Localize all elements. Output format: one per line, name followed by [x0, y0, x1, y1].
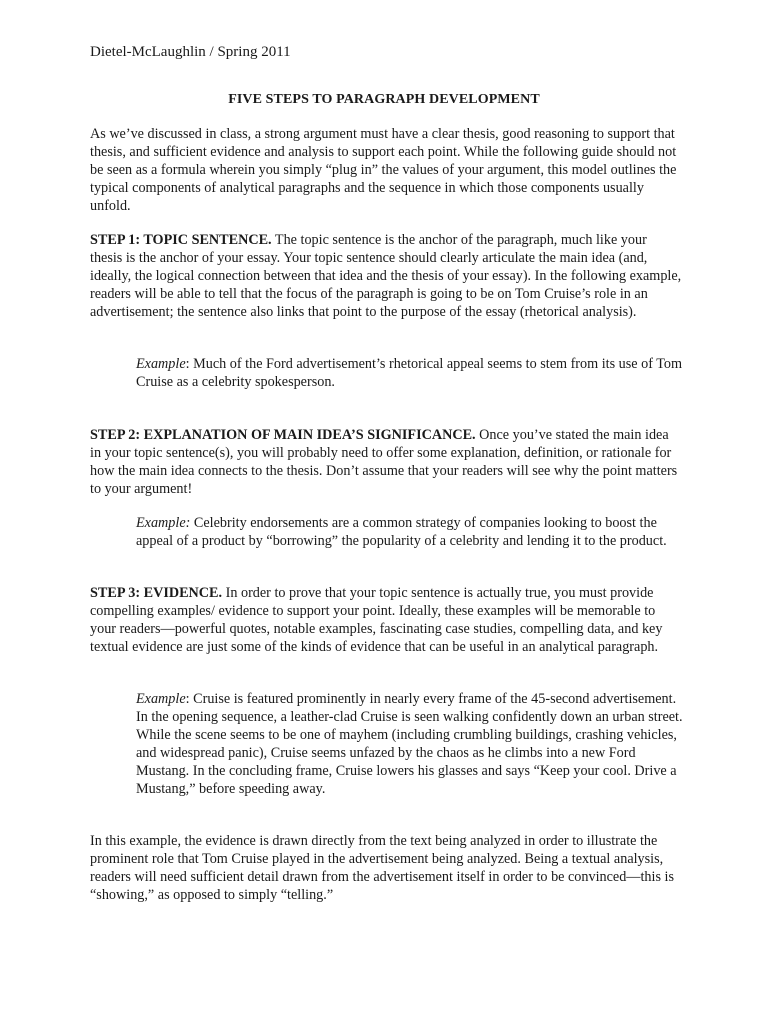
step-3-paragraph	[90, 585, 682, 657]
step-1-example-text: Much of the Ford advertisement’s rhetorical appeal seems to stem from its use of Tom Cruise as a celebrity spokesperson.	[136, 356, 683, 390]
step-2-example-label: Example:	[136, 515, 191, 531]
step-3-heading: STEP 3: EVIDENCE.	[90, 585, 223, 601]
step-1-body: The topic sentence is the anchor of the paragraph, much like your thesis is the anchor of your essay. Your topic sentence should clearly articulate the main idea (and, ideally, the logical connection between that idea and the thesis of your essay). In the following example, readers will be able to tell that the focus of the paragraph is going to be on Tom Cruise’s role in an advertisement; the sentence also links that point to the purpose of the essay (rhetorical analysis).	[90, 232, 682, 320]
step-2-paragraph	[90, 427, 682, 499]
step-1-example-sep: :	[185, 356, 190, 372]
step-1-paragraph	[90, 232, 682, 322]
step-3-example-sep: :	[185, 691, 190, 707]
step-3-example-label: Example	[136, 691, 186, 707]
closing-paragraph: In this example, the evidence is drawn directly from the text being analyzed in order to illustrate the prominent role that Tom Cruise played in the advertisement being analyzed. Being a textual analysis, readers will need sufficient detail drawn from the advertisement itself in order to be convinced—this is “showing,” as opposed to simply “telling.”	[90, 833, 675, 903]
document-title: FIVE STEPS TO PARAGRAPH DEVELOPMENT	[228, 92, 540, 107]
step-2-heading: STEP 2: EXPLANATION OF MAIN IDEA’S SIGNIFICANCE.	[90, 427, 476, 443]
course-header: Dietel-McLaughlin / Spring 2011	[90, 44, 291, 60]
step-3-body: In order to prove that your topic sentence is actually true, you must provide compelling examples/ evidence to support your point. Ideally, these examples will be memorable to your readers—powerful quotes, notable examples, fascinating case studies, compelling data, and key textual evidence are just some of the kinds of evidence that can be useful in an analytical paragraph.	[90, 585, 663, 655]
step-2-example-text: Celebrity endorsements are a common strategy of companies looking to boost the appeal of a product by “borrowing” the popularity of a celebrity and lending it to the product.	[136, 515, 667, 549]
step-2-body: Once you’ve stated the main idea in your topic sentence(s), you will probably need to offer some explanation, definition, or rationale for how the main idea connects to the thesis. Don’t assume that your readers will see why the point matters to your argument!	[90, 427, 678, 497]
step-3-example	[136, 691, 684, 798]
step-1-example	[136, 356, 684, 392]
step-1-example-label: Example	[136, 356, 186, 372]
step-1-heading: STEP 1: TOPIC SENTENCE.	[90, 232, 272, 248]
intro-paragraph: As we’ve discussed in class, a strong argument must have a clear thesis, good reasoning to support that thesis, and sufficient evidence and analysis to support each point. While the following guide should not be seen as a formula wherein you simply “plug in” the values of your argument, this model outlines the typical components of analytical paragraphs and the sequence in which those components usually unfold.	[90, 126, 677, 214]
step-2-example	[136, 515, 684, 551]
step-3-example-text: Cruise is featured prominently in nearly every frame of the 45-second advertisement. In the opening sequence, a leather-clad Cruise is seen walking confidently down an urban street. While the scene seems to be one of mayhem (including crumbling buildings, crashing vehicles, and widespread panic), Cruise seems unfazed by the chaos as he climbs into a new Ford Mustang. In the concluding frame, Cruise lowers his glasses and says “Keep your cool. Drive a Mustang,” before speeding away.	[136, 691, 683, 797]
